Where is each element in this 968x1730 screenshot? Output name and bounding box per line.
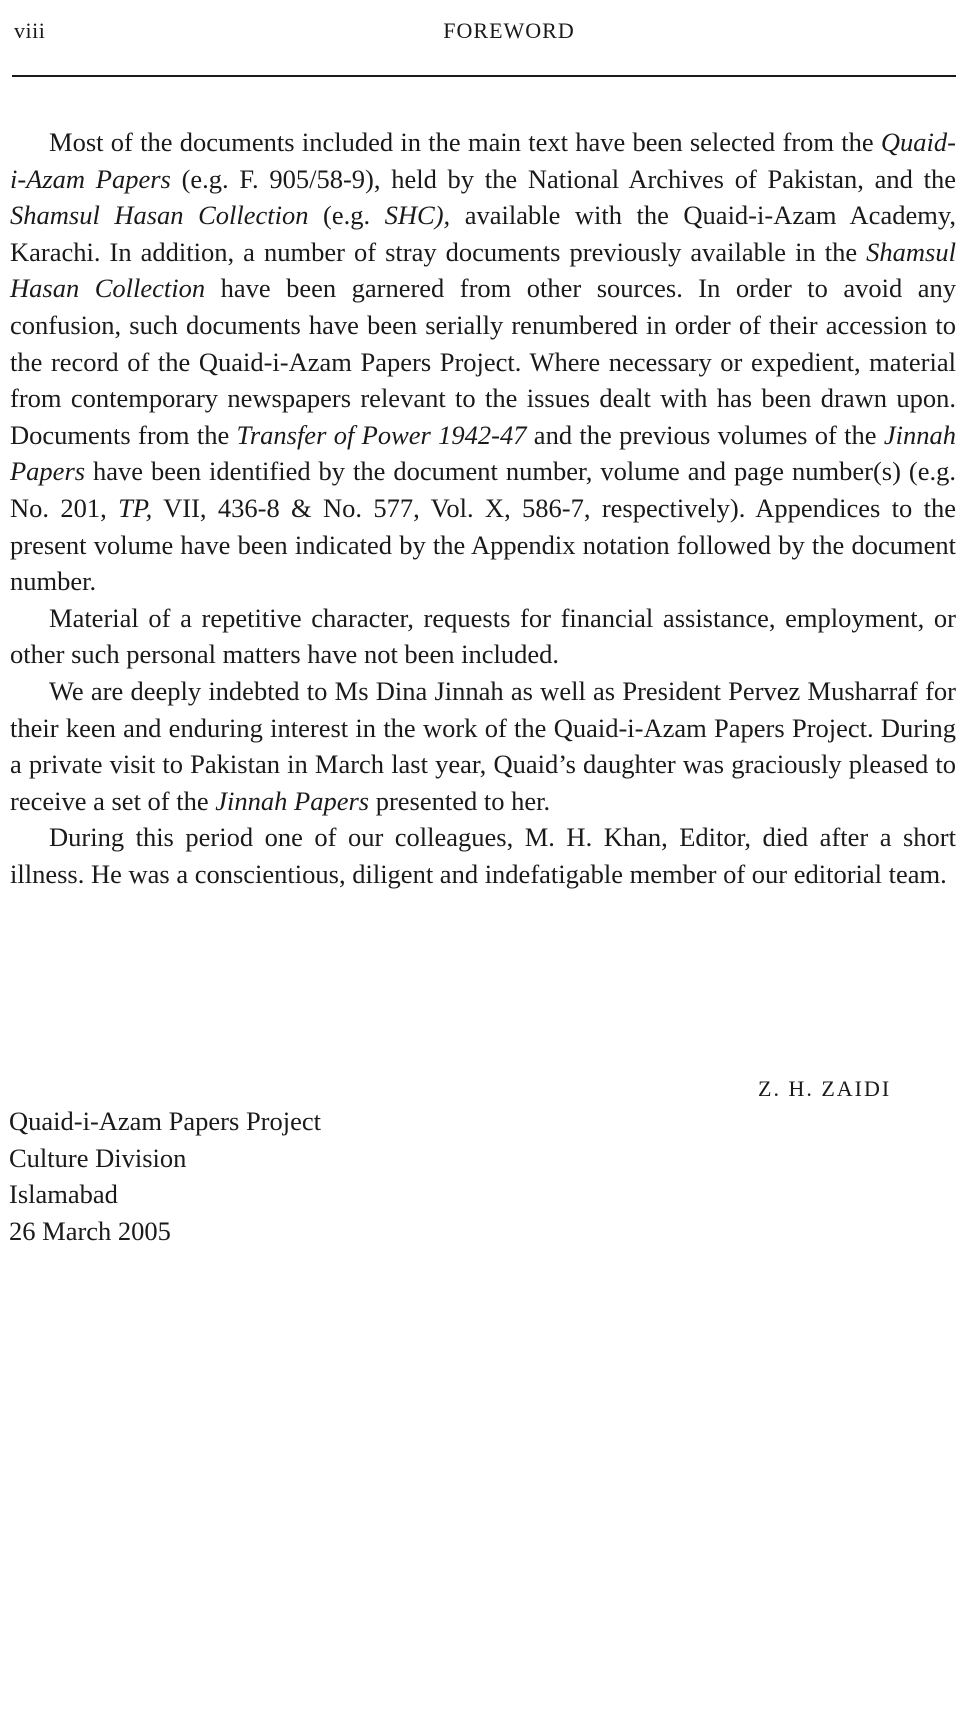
text-run: We are deeply indebted to Ms Dina Jinnah as well as President Pervez Musharraf for their keen and enduring interest in the work of the Quaid-i-Azam Papers Project. During a private visit to Pakistan in March last year, Quaid’s daughter was graciously pleased to receive a set of the bbox=[10, 675, 956, 816]
paragraph-acknowledgements bbox=[10, 673, 956, 819]
running-title: FOREWORD bbox=[443, 18, 575, 43]
text-run: (e.g. F. 905/58-9), held by the National Archives of Pakistan, and the bbox=[170, 163, 956, 194]
italic-title: Transfer of Power 1942-47 bbox=[236, 419, 527, 450]
italic-title: Jinnah Papers bbox=[215, 785, 370, 816]
address-line: Culture Division bbox=[9, 1142, 187, 1173]
running-head bbox=[12, 18, 956, 52]
paragraph-sources bbox=[10, 124, 956, 600]
date-line: 26 March 2005 bbox=[9, 1215, 171, 1246]
italic-title: Shamsul Hasan Collection bbox=[10, 236, 956, 304]
address-line: Islamabad bbox=[9, 1179, 118, 1210]
italic-title: TP, bbox=[118, 492, 153, 523]
italic-title: Quaid-i-Azam Papers bbox=[10, 127, 956, 194]
text-run: and the previous volumes of the bbox=[526, 419, 884, 450]
text-run: Most of the documents included in the main text have been selected from the bbox=[49, 127, 881, 157]
paragraph-exclusions: Material of a repetitive character, requests for financial assistance, employment, or other such personal matters have not been included. bbox=[10, 602, 956, 670]
header-rule bbox=[12, 75, 956, 77]
paragraph-obituary: During this period one of our colleagues, M. H. Khan, Editor, died after a short illness. He was a conscientious, diligent and indefatigable member of our editorial team. bbox=[10, 822, 956, 889]
text-run: (e.g. bbox=[308, 200, 385, 231]
text-run: presented to her. bbox=[369, 785, 551, 816]
text-run: available with the Quaid-i-Azam Academy, Karachi. In addition, a number of stray documents previously available in the bbox=[10, 200, 956, 267]
italic-title: Shamsul Hasan Collection bbox=[10, 200, 309, 231]
signature: Z. H. ZAIDI bbox=[758, 1076, 892, 1101]
text-run: VII, 436-8 & No. 577, Vol. X, 586-7, respectively). Appendices to the present volume have been indicated by the Appendix notation followed by the document number. bbox=[10, 492, 956, 597]
italic-title: SHC), bbox=[384, 200, 451, 231]
address-line: Quaid-i-Azam Papers Project bbox=[9, 1106, 322, 1136]
text-run: have been garnered from other sources. In order to avoid any confusion, such documents have been serially renumbered in order of their accession to the record of the Quaid-i-Azam Papers Project. Where necessary or expedient, material from contemporary newspapers relevant to the issues dealt with has been drawn upon. Documents from the bbox=[10, 273, 956, 450]
page-number: viii bbox=[14, 18, 46, 43]
text-run: have been identified by the document number, volume and page number(s) (e.g. No. 201, bbox=[10, 456, 956, 523]
address-block bbox=[9, 1103, 321, 1249]
italic-title: Jinnah Papers bbox=[10, 419, 956, 487]
foreword-body bbox=[10, 124, 956, 892]
